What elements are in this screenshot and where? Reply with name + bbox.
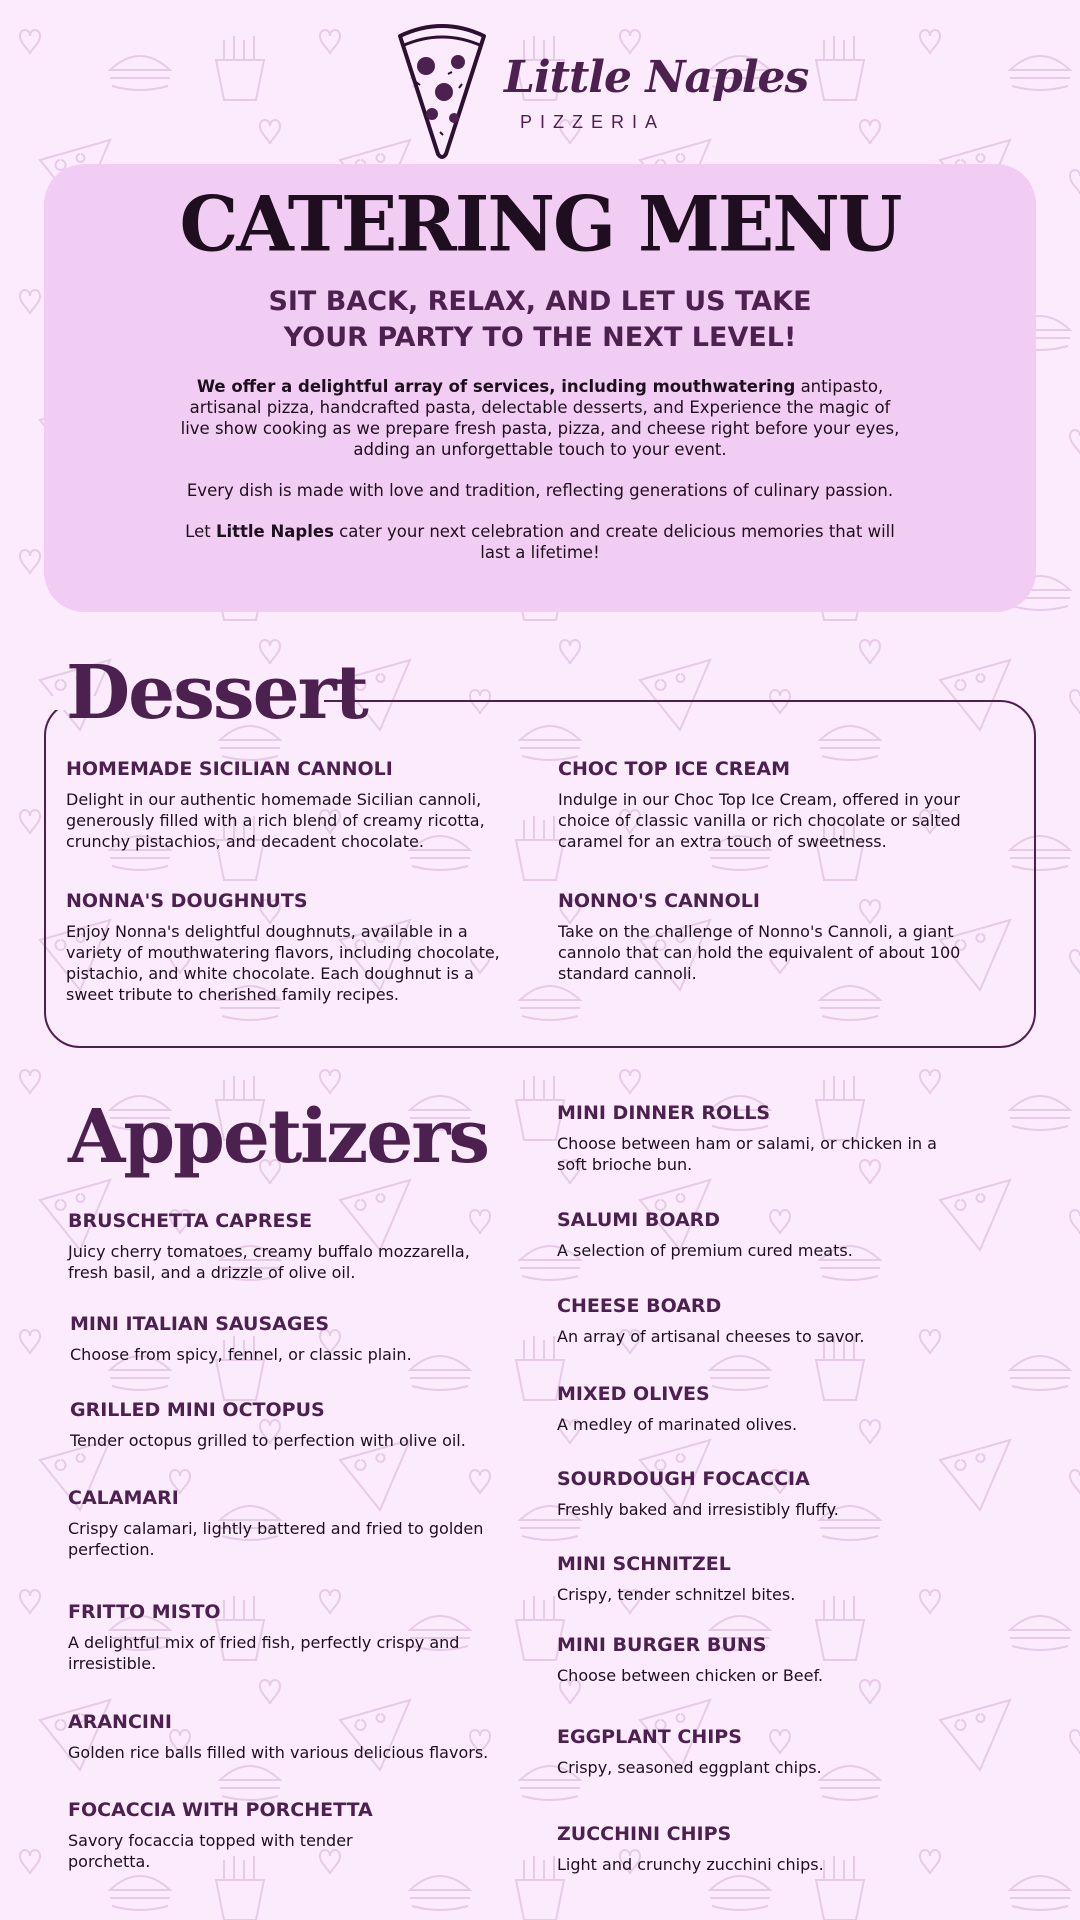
menu-item-name: ZUCCHINI CHIPS (557, 1823, 732, 1845)
menu-item-name: MINI ITALIAN SAUSAGES (70, 1313, 330, 1335)
menu-item-name: FRITTO MISTO (68, 1601, 221, 1623)
menu-item (66, 758, 526, 852)
intro-paragraph-2: Every dish is made with love and tradition, reflecting generations of culinary passion. (186, 481, 894, 500)
menu-item-name: SALUMI BOARD (557, 1209, 721, 1231)
menu-item-name: MINI BURGER BUNS (557, 1634, 767, 1656)
menu-item-description: Light and crunchy zucchini chips. (557, 1855, 824, 1874)
menu-item-description: An array of artisanal cheeses to savor. (557, 1327, 865, 1346)
menu-item (70, 1399, 510, 1451)
menu-item-description: A medley of marinated olives. (557, 1415, 798, 1434)
menu-item-name: CHOC TOP ICE CREAM (558, 758, 790, 780)
menu-item (557, 1209, 997, 1261)
menu-item (68, 1210, 488, 1283)
menu-item-description: Juicy cherry tomatoes, creamy buffalo mozzarella, fresh basil, and a drizzle of olive oil. (68, 1242, 470, 1282)
menu-item-name: ARANCINI (68, 1711, 172, 1733)
intro-paragraph-3 (174, 521, 906, 563)
menu-item-name: NONNO'S CANNOLI (558, 890, 760, 912)
menu-item-description: Freshly baked and irresistibly fluffy. (557, 1500, 839, 1519)
menu-item-description: Tender octopus grilled to perfection with olive oil. (70, 1431, 466, 1450)
menu-item-description: Delight in our authentic homemade Sicilian cannoli, generously filled with a rich blend of creamy ricotta, crunchy pistachios, and decadent chocolate. (66, 790, 485, 851)
menu-item-name: MINI SCHNITZEL (557, 1553, 731, 1575)
menu-item-description: A delightful mix of fried fish, perfectly crispy and irresistible. (68, 1633, 460, 1673)
menu-item (557, 1295, 997, 1347)
menu-item-description: Take on the challenge of Nonno's Cannoli, a giant cannolo that can hold the equivalent of about 100 standard cannoli. (558, 922, 961, 983)
menu-item-name: BRUSCHETTA CAPRESE (68, 1210, 313, 1232)
intro-paragraph-1-rest: antipasto, artisanal pizza, handcrafted pasta, delectable desserts, and Experience the magic of live show cooking as we prepare fresh pasta, pizza, and cheese right before your eyes, adding an unforgettable touch to your event. (180, 377, 900, 459)
logo-name: Little Naples (504, 52, 809, 103)
menu-item-description: Choose between ham or salami, or chicken in a soft brioche bun. (557, 1134, 937, 1174)
menu-item-name: GRILLED MINI OCTOPUS (70, 1399, 325, 1421)
appetizers-heading: Appetizers (68, 1094, 489, 1180)
menu-item (68, 1487, 488, 1560)
tagline-line-2: YOUR PARTY TO THE NEXT LEVEL! (283, 322, 797, 353)
menu-item-name: HOMEMADE SICILIAN CANNOLI (66, 758, 393, 780)
menu-item-description: A selection of premium cured meats. (557, 1241, 853, 1260)
menu-item (70, 1313, 510, 1365)
menu-item-description: Crispy, tender schnitzel bites. (557, 1585, 796, 1604)
menu-item-name: MIXED OLIVES (557, 1383, 710, 1405)
menu-item-name: SOURDOUGH FOCACCIA (557, 1468, 810, 1490)
menu-item (68, 1799, 408, 1872)
menu-item (558, 890, 1008, 984)
intro-panel (44, 164, 1036, 612)
intro-body (174, 376, 906, 583)
menu-item (557, 1634, 997, 1686)
menu-item-description: Crispy calamari, lightly battered and fried to golden perfection. (68, 1519, 484, 1559)
menu-item-name: CALAMARI (68, 1487, 179, 1509)
menu-item-name: EGGPLANT CHIPS (557, 1726, 742, 1748)
logo-subtitle: PIZZERIA (520, 112, 666, 132)
menu-item (557, 1553, 997, 1605)
dessert-heading: Dessert (66, 650, 367, 736)
menu-item-name: CHEESE BOARD (557, 1295, 722, 1317)
menu-item-description: Enjoy Nonna's delightful doughnuts, available in a variety of mouthwatering flavors, including chocolate, pistachio, and white chocolate. Each doughnut is a sweet tribute to cherished family recipes. (66, 922, 500, 1004)
page-title: CATERING MENU (179, 181, 901, 269)
intro-paragraph-1 (174, 376, 906, 460)
menu-item-name: NONNA'S DOUGHNUTS (66, 890, 308, 912)
menu-item (66, 890, 526, 1005)
intro-paragraph-3-after: cater your next celebration and create delicious memories that will last a lifetime! (333, 522, 895, 562)
pizza-slice-icon (396, 22, 488, 160)
menu-item-name: MINI DINNER ROLLS (557, 1102, 771, 1124)
menu-item-description: Crispy, seasoned eggplant chips. (557, 1758, 822, 1777)
intro-paragraph-1-bold: We offer a delightful array of services, including mouthwatering (196, 377, 796, 396)
intro-paragraph-3-bold: Little Naples (215, 522, 334, 541)
intro-paragraph-3-before: Let (185, 522, 216, 541)
tagline-line-1: SIT BACK, RELAX, AND LET US TAKE (268, 286, 812, 317)
menu-item (558, 758, 1008, 852)
menu-item-name: FOCACCIA WITH PORCHETTA (68, 1799, 373, 1821)
menu-item (557, 1383, 997, 1435)
menu-item-description: Golden rice balls filled with various delicious flavors. (68, 1743, 489, 1762)
menu-item (557, 1726, 997, 1778)
menu-item-description: Indulge in our Choc Top Ice Cream, offered in your choice of classic vanilla or rich chocolate or salted caramel for an extra touch of sweetness. (558, 790, 961, 851)
menu-item-description: Choose from spicy, fennel, or classic plain. (70, 1345, 412, 1364)
menu-item (557, 1823, 997, 1875)
menu-item-description: Savory focaccia topped with tender porchetta. (68, 1831, 353, 1871)
menu-item-description: Choose between chicken or Beef. (557, 1666, 824, 1685)
menu-item (68, 1711, 538, 1763)
tagline (44, 284, 1036, 356)
logo (396, 22, 809, 162)
menu-item (557, 1102, 937, 1175)
menu-item (68, 1601, 488, 1674)
menu-item (557, 1468, 997, 1520)
